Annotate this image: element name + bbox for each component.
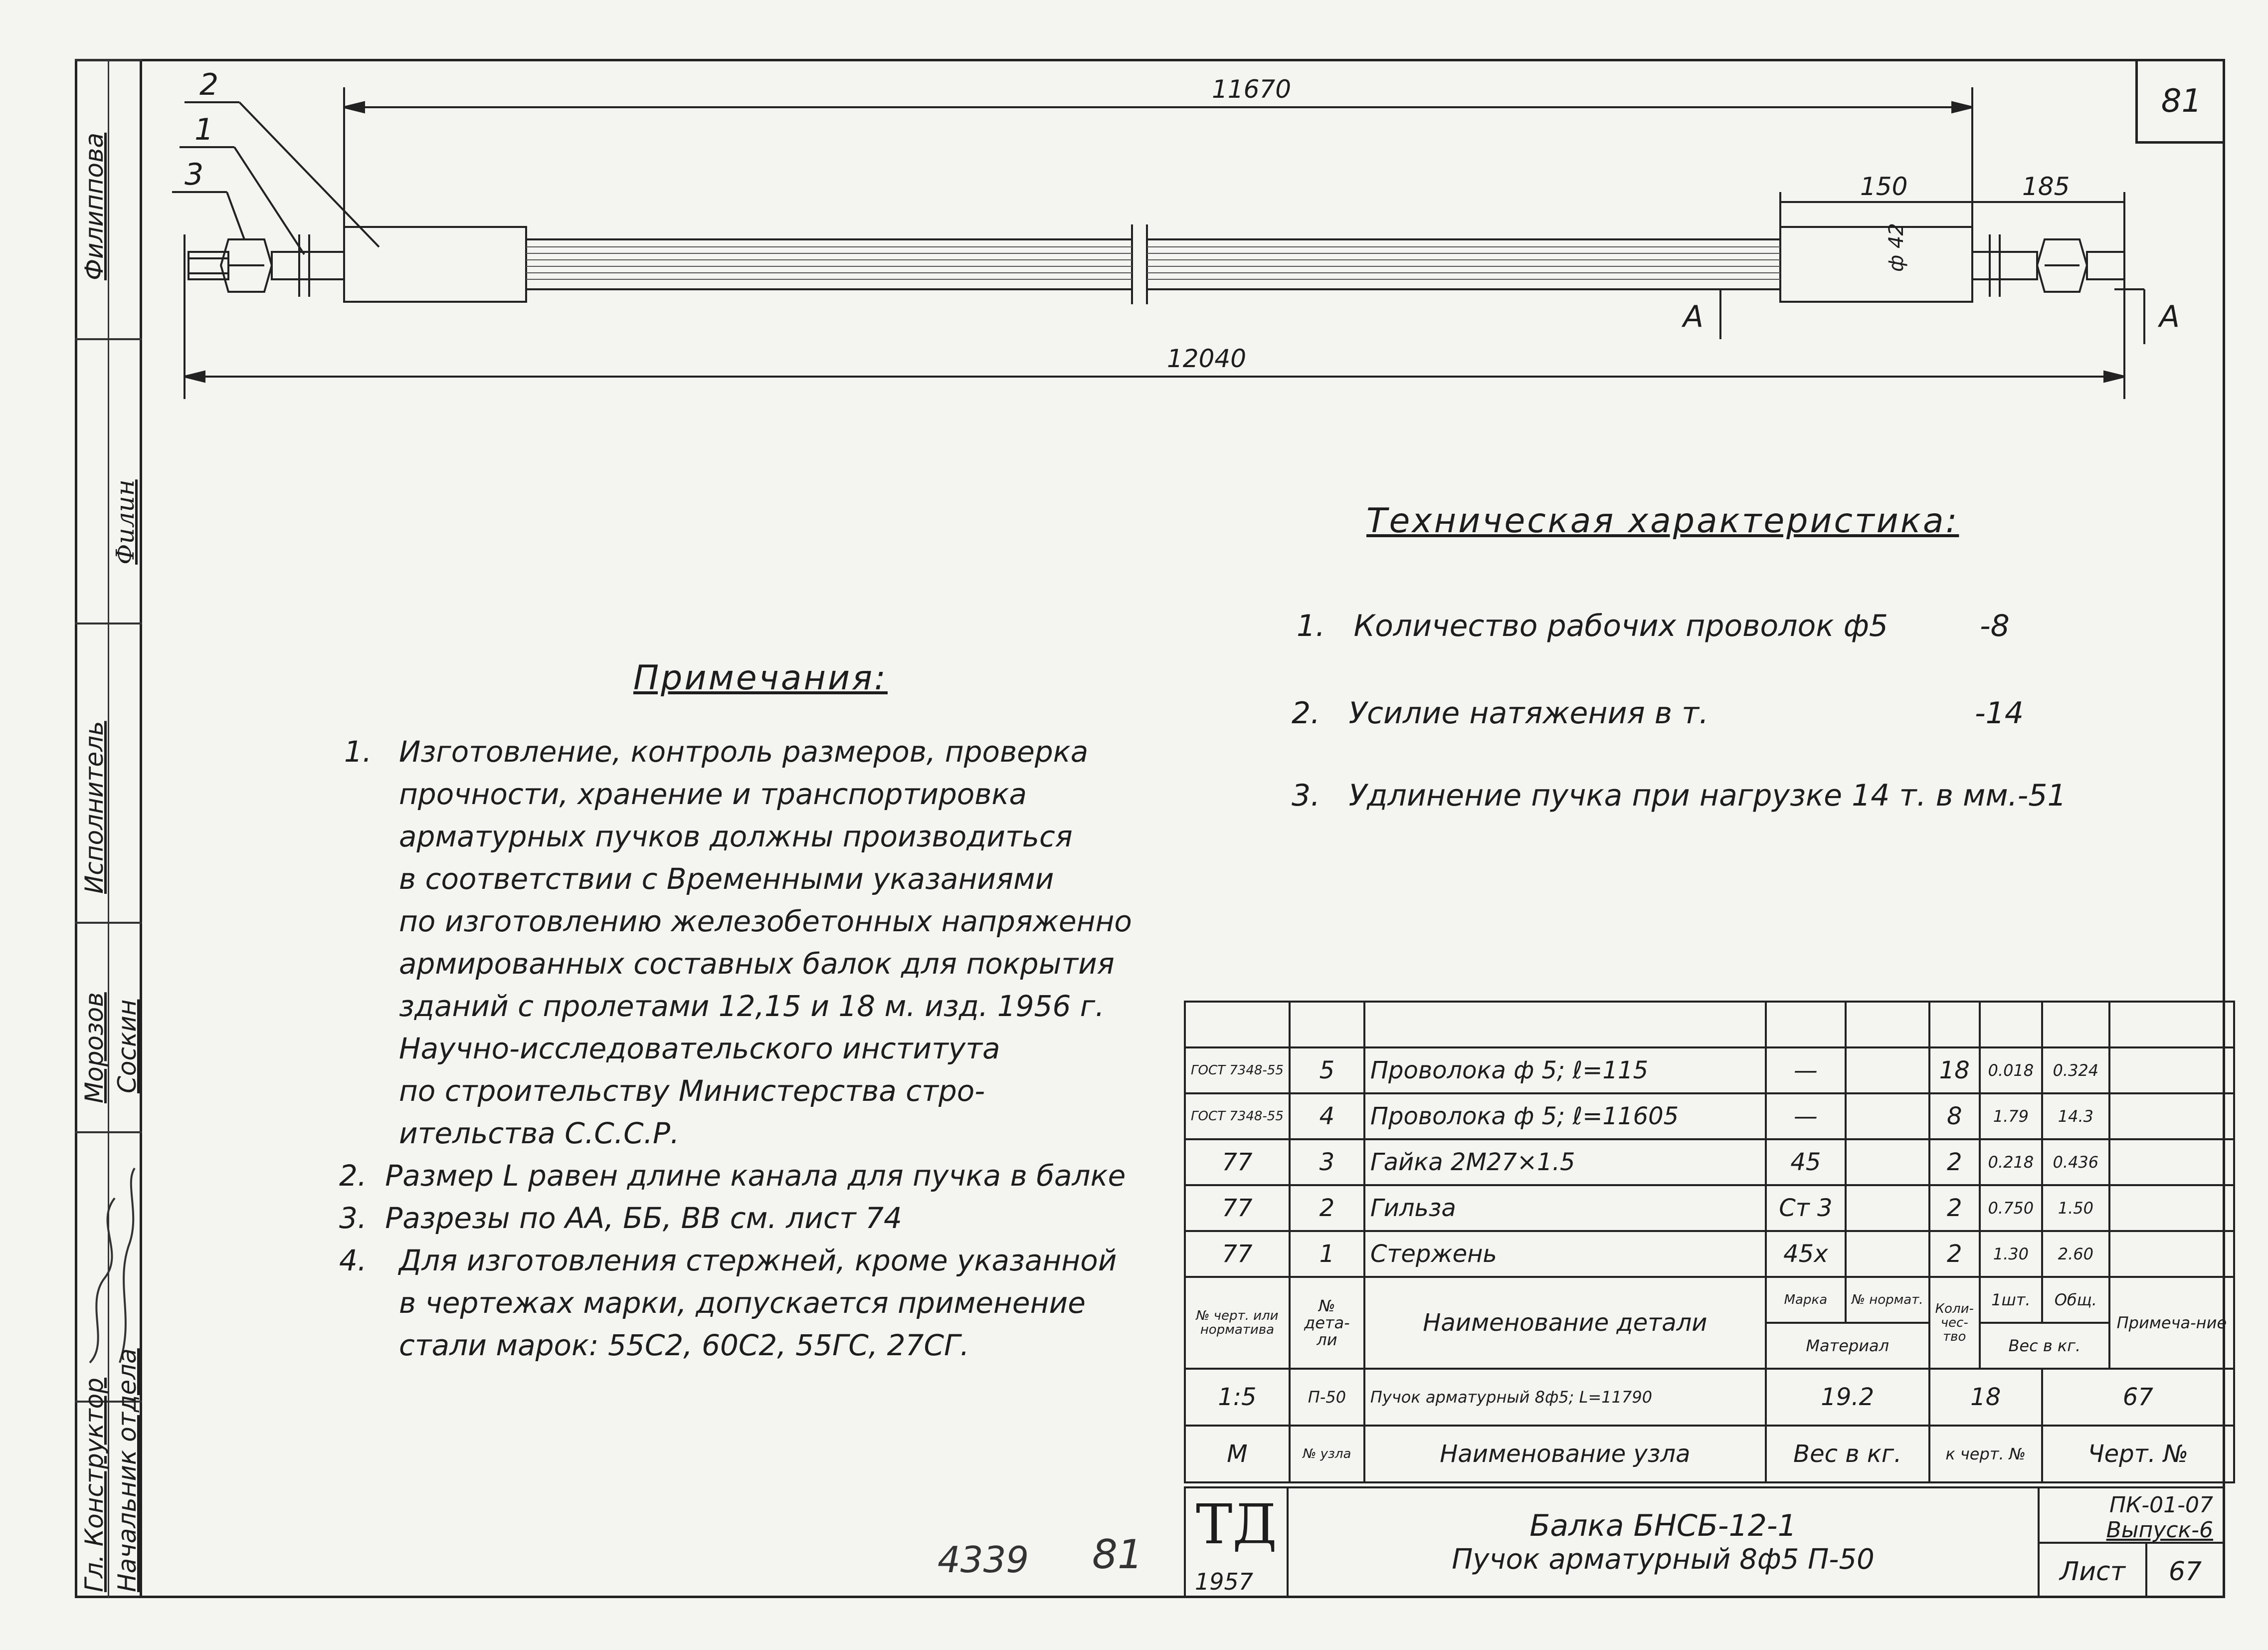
table-header-row: № черт. или норматива № дета-ли Наименование детали Марка № нормат. Коли-чес-тво 1шт. Общ. Примеча-ние	[1185, 1277, 2234, 1323]
note-1-line: по изготовлению железобетонных напряженно	[399, 904, 1132, 938]
callout-3: 3	[185, 157, 204, 192]
year: 1957	[1195, 1568, 1254, 1595]
title-block-name-cell	[1287, 1486, 2040, 1598]
sidebar-role-4: Морозов	[80, 992, 109, 1103]
right-threaded-end	[1972, 252, 2037, 279]
title-line-1: Балка БНСБ-12-1	[1529, 1508, 1797, 1543]
note-4-body	[399, 1239, 1117, 1367]
title-block-sheet-label-cell	[2038, 1542, 2147, 1598]
sidebar-role-6: Гл. Конструктор	[80, 1378, 109, 1592]
table-header-row-2: Материал Вес в кг.	[1185, 1323, 2234, 1369]
note-2: 2. Размер L равен длине канала для пучка в балке	[339, 1159, 1126, 1193]
note-4-line: стали марок: 55С2, 60С2, 55ГС, 27СГ.	[399, 1328, 969, 1362]
note-1-line: в соответствии с Временными указаниями	[399, 862, 1054, 896]
title-line-2: Пучок арматурный 8ф5 П-50	[1452, 1543, 1875, 1576]
bundle-drawing	[0, 0, 2268, 424]
title-block-logo-cell	[1184, 1486, 1289, 1598]
sidebar-role-1: Филиппова	[80, 132, 109, 280]
title-block-code-cell	[2038, 1486, 2225, 1544]
note-1-number: 1.	[344, 735, 372, 769]
tech-item-3: 3. Удлинение пучка при нагрузке 14 т. в мм.-51	[1292, 778, 2067, 813]
note-1-line: Изготовление, контроль размеров, проверка	[399, 735, 1089, 769]
issue: Выпуск-6	[2106, 1517, 2213, 1543]
sidebar-cell-4	[75, 922, 142, 1131]
note-1-line: армированных составных балок для покрытия	[399, 947, 1115, 981]
notes-title: Примечания:	[633, 658, 888, 698]
note-4-line: в чертежах марки, допускается применение	[399, 1286, 1086, 1320]
note-1-line: арматурных пучков должны производиться	[399, 820, 1073, 853]
table-row-empty	[1185, 1002, 2234, 1047]
series-code: ПК-01-07	[2109, 1492, 2213, 1518]
section-mark-left: А	[1683, 299, 1704, 334]
sidebar-cell-3	[75, 622, 142, 922]
dim-total-top: 11670	[1212, 75, 1292, 104]
archive-number: 4339	[938, 1539, 1029, 1581]
callout-2: 2	[199, 67, 219, 102]
note-1-line: ительства С.С.С.Р.	[399, 1116, 680, 1150]
note-4-line: Для изготовления стержней, кроме указанной	[399, 1243, 1117, 1277]
table-row: 77 2 Гильза Ст 3 2 0.750 1.50	[1185, 1185, 2234, 1231]
unit-row: 1:5 П-50 Пучок арматурный 8ф5; L=11790 19.2 18 67	[1185, 1369, 2234, 1426]
section-mark-right: А	[2159, 299, 2180, 334]
tech-title: Техническая характеристика:	[1366, 501, 1959, 541]
note-1-line: по строительству Министерства стро-	[399, 1074, 985, 1108]
title-block-sheet-value-cell	[2145, 1542, 2225, 1598]
note-4-number: 4.	[339, 1243, 367, 1277]
callout-1: 1	[194, 112, 214, 147]
table-row: ГОСТ 7348-55 4 Проволока ф 5; ℓ=11605 — 8 1.79 14.3	[1185, 1093, 2234, 1139]
sidebar-name-4: Соскин	[113, 999, 142, 1093]
dim-end: 185	[2022, 172, 2070, 201]
sheet-number: 81	[2135, 59, 2225, 144]
sheet-label: Лист	[2060, 1557, 2125, 1587]
tech-item-2: 2. Усилие натяжения в т.	[1292, 696, 1709, 731]
note-1-body	[399, 731, 1132, 1155]
table-row: 77 1 Стержень 45х 2 1.30 2.60	[1185, 1231, 2234, 1277]
sheet-value: 67	[2168, 1557, 2202, 1587]
dim-total-bottom: 12040	[1167, 344, 1247, 373]
sidebar-role-3: Исполнитель	[80, 721, 109, 894]
archive-sheet: 81	[1092, 1531, 1143, 1578]
tech-value-1: -8	[1980, 609, 2010, 643]
sidebar-name-2: Филин	[111, 479, 140, 565]
dim-sleeve: 150	[1860, 172, 1908, 201]
unit-header-row: М № узла Наименование узла Вес в кг. к черт. № Черт. №	[1185, 1426, 2234, 1482]
diameter-label: ф 42	[1885, 223, 1908, 272]
tech-item-1: 1. Количество рабочих проволок ф5	[1297, 609, 1889, 643]
note-1-line: прочности, хранение и транспортировка	[399, 777, 1027, 811]
sidebar-cell-6	[75, 1348, 142, 1598]
note-1-line: зданий с пролетами 12,15 и 18 м. изд. 1956 г.	[399, 989, 1105, 1023]
right-sleeve	[1780, 227, 1972, 302]
note-1-line: Научно-исследовательского института	[399, 1031, 1000, 1065]
logo: ТД	[1196, 1492, 1277, 1556]
table-row: 77 3 Гайка 2М27×1.5 45 2 0.218 0.436	[1185, 1139, 2234, 1185]
left-threaded-end	[189, 252, 228, 279]
note-3: 3. Разрезы по АА, ББ, ВВ см. лист 74	[339, 1201, 902, 1235]
table-row: ГОСТ 7348-55 5 Проволока ф 5; ℓ=115 — 18 0.018 0.324	[1185, 1047, 2234, 1093]
tech-value-2: -14	[1975, 696, 2024, 731]
specification-table	[1184, 1001, 2235, 1483]
sidebar-name-6: Начальник отдела	[113, 1348, 142, 1592]
